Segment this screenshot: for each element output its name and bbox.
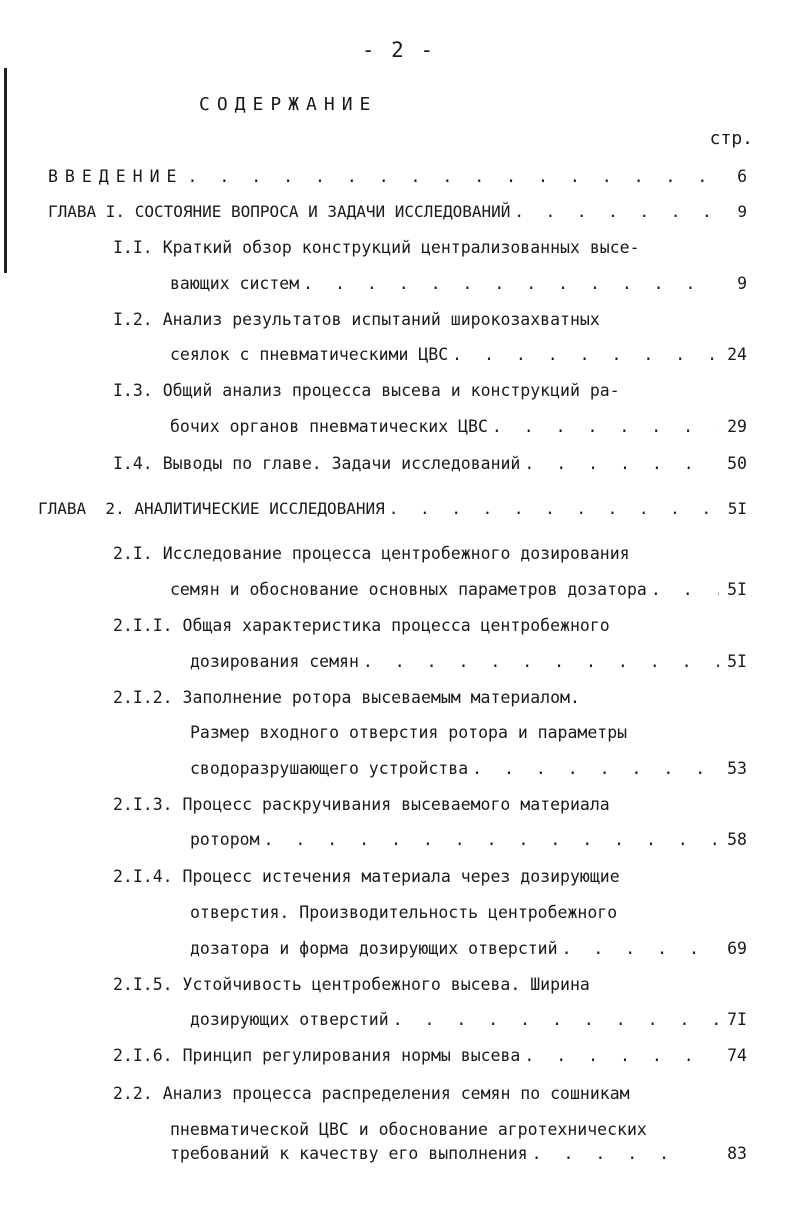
toc-entry-line <box>113 451 747 477</box>
toc-entry-title-continued: дозирующих отверстий <box>190 1010 389 1029</box>
dot-leader <box>260 827 719 853</box>
toc-entry-page: 69 <box>727 939 747 958</box>
dot-leader <box>528 1141 666 1167</box>
toc-entry-title-continued: ротором <box>190 830 260 849</box>
toc-entry-number: 2.I. <box>113 544 153 563</box>
toc-entry-title-continued: сводоразрушающего устройства <box>190 759 469 778</box>
toc-entry-line <box>113 235 753 261</box>
toc-entry-page: 74 <box>727 1046 747 1065</box>
toc-entry-line <box>170 577 747 603</box>
toc-entry-line <box>113 972 753 998</box>
toc-entry-line <box>113 378 753 404</box>
toc-entry-title: Выводы по главе. Задачи исследований <box>162 454 521 473</box>
toc-entry-line <box>170 414 747 440</box>
toc-entry-title-continued: бочих органов пневматических ЦВС <box>170 417 488 436</box>
dot-leader <box>647 577 719 603</box>
toc-entry-page: 83 <box>727 1144 747 1163</box>
toc-entry-title: ВВЕДЕНИЕ <box>48 167 184 186</box>
dot-leader <box>359 649 719 675</box>
toc-entry-line <box>113 541 753 567</box>
toc-entry-page: 50 <box>727 454 747 473</box>
toc-entry-line <box>170 271 747 297</box>
margin-line <box>4 68 7 273</box>
toc-entry-line <box>113 792 753 818</box>
toc-entry-number: 2.I.I. <box>113 616 173 635</box>
dot-leader <box>468 756 719 782</box>
page-column-label: стр. <box>709 128 753 149</box>
toc-entry-title: Заполнение ротора высеваемым материалом. <box>182 688 580 707</box>
toc-entry-page: 7I <box>727 1010 747 1029</box>
toc-entry-line <box>113 1043 747 1069</box>
toc-entry-number: 2.I.4. <box>113 867 173 886</box>
toc-entry-title-continued: дозирования семян <box>190 652 359 671</box>
toc-entry-line <box>190 827 747 853</box>
toc-entry-number: I.3. <box>113 381 153 400</box>
toc-entry-line <box>190 936 747 962</box>
dot-leader <box>520 1043 719 1069</box>
dot-leader <box>520 451 719 477</box>
toc-entry-title: Общий анализ процесса высева и конструкций ра- <box>162 381 620 400</box>
toc-entry-number: 2.2. <box>113 1084 153 1103</box>
dot-leader <box>183 164 719 190</box>
toc-entry-chapter-1 <box>48 199 747 225</box>
toc-entry-page: 24 <box>727 345 747 364</box>
toc-entry-page: 58 <box>727 830 747 849</box>
toc-entry-title: Анализ результатов испытаний широкозахватных <box>162 310 600 329</box>
toc-entry-title: ГЛАВА 2. АНАЛИТИЧЕСКИЕ ИССЛЕДОВАНИЯ <box>38 499 385 518</box>
dot-leader <box>385 496 719 522</box>
toc-entry-page: 6 <box>737 167 747 186</box>
dot-leader <box>510 199 719 225</box>
toc-entry-title-continued: пневматической ЦВС и обоснование агротехнических <box>170 1120 647 1139</box>
toc-entry-number: 2.I.6. <box>113 1046 173 1065</box>
toc-entry-title: Процесс истечения материала через дозирующие <box>182 867 620 886</box>
toc-entry-line <box>190 900 750 926</box>
toc-entry-number: I.2. <box>113 310 153 329</box>
toc-entry-title: Принцип регулирования нормы высева <box>182 1046 521 1065</box>
toc-entry-title-continued: требований к качеству его выполнения <box>170 1144 528 1163</box>
toc-entry-number: 2.I.3. <box>113 795 173 814</box>
toc-entry-page: 5I <box>727 499 747 518</box>
toc-entry-page: 9 <box>737 274 747 293</box>
toc-entry-number: I.4. <box>113 454 153 473</box>
dot-leader <box>558 936 719 962</box>
toc-entry-title: Общая характеристика процесса центробежного <box>182 616 610 635</box>
toc-entry-line <box>190 756 747 782</box>
toc-entry-title-continued: сеялок с пневматическими ЦВС <box>170 345 449 364</box>
toc-entry-line <box>190 649 747 675</box>
toc-entry-page: 5I <box>727 580 747 599</box>
toc-entry-number: 2.I.2. <box>113 688 173 707</box>
toc-entry-title: Анализ процесса распределения семян по сошникам <box>162 1084 630 1103</box>
toc-entry-title: Устойчивость центробежного высева. Ширина <box>182 975 590 994</box>
page-number: - 2 - <box>361 38 436 62</box>
toc-entry-line <box>113 685 753 711</box>
toc-entry-line <box>113 613 753 639</box>
toc-entry-number: I.I. <box>113 238 153 257</box>
toc-entry-line <box>170 1117 750 1143</box>
toc-entry-title: ГЛАВА I. СОСТОЯНИЕ ВОПРОСА И ЗАДАЧИ ИССЛЕДОВАНИЙ <box>48 202 511 221</box>
toc-entry-title-continued: вающих систем <box>170 274 300 293</box>
toc-entry-title-continued: Размер входного отверстия ротора и параметры <box>190 723 628 742</box>
toc-entry-number: 2.I.5. <box>113 975 173 994</box>
toc-entry-line <box>190 1007 747 1033</box>
toc-entry-line <box>170 342 747 368</box>
toc-entry-page: 29 <box>727 417 747 436</box>
toc-entry-line <box>113 1081 753 1107</box>
toc-entry-title: Процесс раскручивания высеваемого материала <box>182 795 610 814</box>
dot-leader <box>448 342 719 368</box>
toc-entry-chapter-2 <box>38 496 747 522</box>
toc-entry-page: 9 <box>737 202 747 221</box>
toc-entry-line <box>113 864 753 890</box>
toc-entry-line <box>113 307 753 333</box>
toc-entry-page: 5I <box>727 652 747 671</box>
toc-entry-introduction <box>48 164 747 190</box>
toc-entry-title: Краткий обзор конструкций централизованных высе- <box>162 238 640 257</box>
toc-entry-page: 53 <box>727 759 747 778</box>
dot-leader <box>389 1007 719 1033</box>
toc-entry-line <box>190 720 750 746</box>
page-title: СОДЕРЖАНИЕ <box>199 94 378 115</box>
dot-leader <box>299 271 719 297</box>
toc-entry-title: Исследование процесса центробежного дозирования <box>162 544 630 563</box>
toc-entry-title-continued: семян и обоснование основных параметров дозатора <box>170 580 647 599</box>
dot-leader <box>488 414 719 440</box>
toc-entry-title-continued: отверстия. Производительность центробежного <box>190 903 618 922</box>
toc-entry-title-continued: дозатора и форма дозирующих отверстий <box>190 939 558 958</box>
toc-entry-line <box>170 1141 747 1167</box>
